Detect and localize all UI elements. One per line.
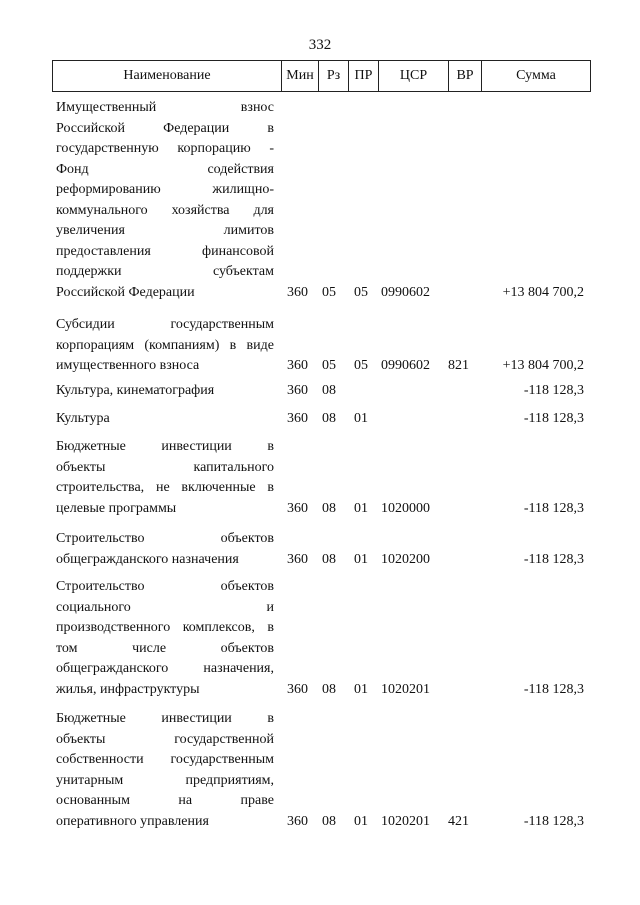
row-description	[56, 437, 274, 519]
cell-min: 360	[287, 411, 308, 426]
description-line: корпорациям (компаниям) в виде	[56, 337, 274, 353]
description-line: общегражданского назначения,	[56, 661, 274, 676]
cell-min: 360	[287, 358, 308, 373]
cell-pr: 01	[354, 500, 368, 516]
header-vr: ВР	[449, 61, 482, 92]
header-min: Мин	[282, 61, 319, 92]
page-number: 332	[308, 37, 332, 53]
cell-pr: 05	[354, 284, 368, 300]
cell-sum: -118 128,3	[523, 500, 584, 516]
description-line: предоставления финансовой	[56, 243, 274, 259]
row-description	[56, 381, 274, 402]
description-line: реформированию жилищно-	[56, 182, 274, 197]
cell-pr: 05	[354, 358, 368, 373]
cell-csr: 1020201	[381, 813, 430, 829]
description-line: объекты государственной	[56, 731, 274, 747]
description-line: Культура, кинематография	[56, 383, 215, 398]
description-line: Российской Федерации	[56, 284, 195, 300]
table-header	[52, 60, 591, 92]
cell-rz: 05	[322, 358, 336, 373]
cell-vr: 821	[448, 358, 469, 373]
description-line: Субсидии государственным	[56, 317, 274, 332]
description-line: оперативного управления	[56, 813, 209, 829]
description-line: жилья, инфраструктуры	[56, 681, 200, 697]
description-line: коммунального хозяйства для	[56, 202, 274, 218]
description-line: объекты капитального	[56, 459, 274, 475]
cell-pr: 01	[354, 551, 368, 567]
description-line: Строительство объектов	[56, 579, 274, 594]
description-line: целевые программы	[56, 500, 177, 516]
cell-rz: 08	[322, 383, 336, 398]
header-rz: Рз	[319, 61, 349, 92]
cell-csr: 0990602	[381, 358, 430, 373]
description-line: поддержки субъектам	[56, 264, 274, 279]
description-line: Строительство объектов	[56, 531, 274, 546]
description-line: Имущественный взнос	[56, 100, 274, 115]
cell-sum: +13 804 700,2	[502, 358, 584, 373]
description-line: Бюджетные инвестиции в	[56, 439, 274, 454]
description-line: Российской Федерации в	[56, 120, 274, 136]
cell-csr: 1020000	[381, 500, 430, 516]
description-line: Бюджетные инвестиции в	[56, 711, 274, 726]
cell-sum: -118 128,3	[523, 411, 584, 426]
header-pr: ПР	[349, 61, 379, 92]
description-line: собственности государственным	[56, 752, 274, 767]
row-description	[56, 315, 274, 377]
header-csr: ЦСР	[379, 61, 449, 92]
cell-sum: +13 804 700,2	[502, 284, 584, 300]
description-line: общегражданского назначения	[56, 551, 239, 567]
description-line: Культура	[56, 411, 110, 426]
cell-csr: 0990602	[381, 284, 430, 300]
cell-rz: 08	[322, 551, 336, 567]
cell-min: 360	[287, 681, 308, 697]
cell-min: 360	[287, 551, 308, 567]
description-line: строительства, не включенные в	[56, 480, 274, 495]
description-line: государственную корпорацию -	[56, 141, 274, 156]
cell-rz: 08	[322, 813, 336, 829]
description-line: основанным на праве	[56, 793, 274, 808]
cell-sum: -118 128,3	[523, 551, 584, 567]
cell-csr: 1020201	[381, 681, 430, 697]
cell-rz: 08	[322, 500, 336, 516]
cell-min: 360	[287, 284, 308, 300]
description-line: унитарным предприятиям,	[56, 772, 274, 788]
row-description	[56, 529, 274, 570]
cell-sum: -118 128,3	[523, 383, 584, 398]
description-line: Фонд содействия	[56, 161, 274, 177]
cell-sum: -118 128,3	[523, 681, 584, 697]
description-line: увеличения лимитов	[56, 223, 274, 238]
description-line: производственного комплексов, в	[56, 620, 274, 635]
cell-vr: 421	[448, 813, 469, 829]
description-line: том числе объектов	[56, 640, 274, 656]
cell-pr: 01	[354, 813, 368, 829]
header-name: Наименование	[53, 61, 282, 92]
description-line: социального и	[56, 599, 274, 615]
cell-csr: 1020200	[381, 551, 430, 567]
row-description	[56, 98, 274, 303]
cell-sum: -118 128,3	[523, 813, 584, 829]
row-description	[56, 709, 274, 832]
description-line: имущественного взноса	[56, 358, 200, 373]
cell-pr: 01	[354, 411, 368, 426]
cell-min: 360	[287, 383, 308, 398]
cell-rz: 08	[322, 411, 336, 426]
cell-pr: 01	[354, 681, 368, 697]
cell-rz: 08	[322, 681, 336, 697]
cell-min: 360	[287, 500, 308, 516]
row-description	[56, 577, 274, 700]
header-sum: Сумма	[482, 61, 591, 92]
row-description	[56, 409, 274, 430]
cell-min: 360	[287, 813, 308, 829]
cell-rz: 05	[322, 284, 336, 300]
